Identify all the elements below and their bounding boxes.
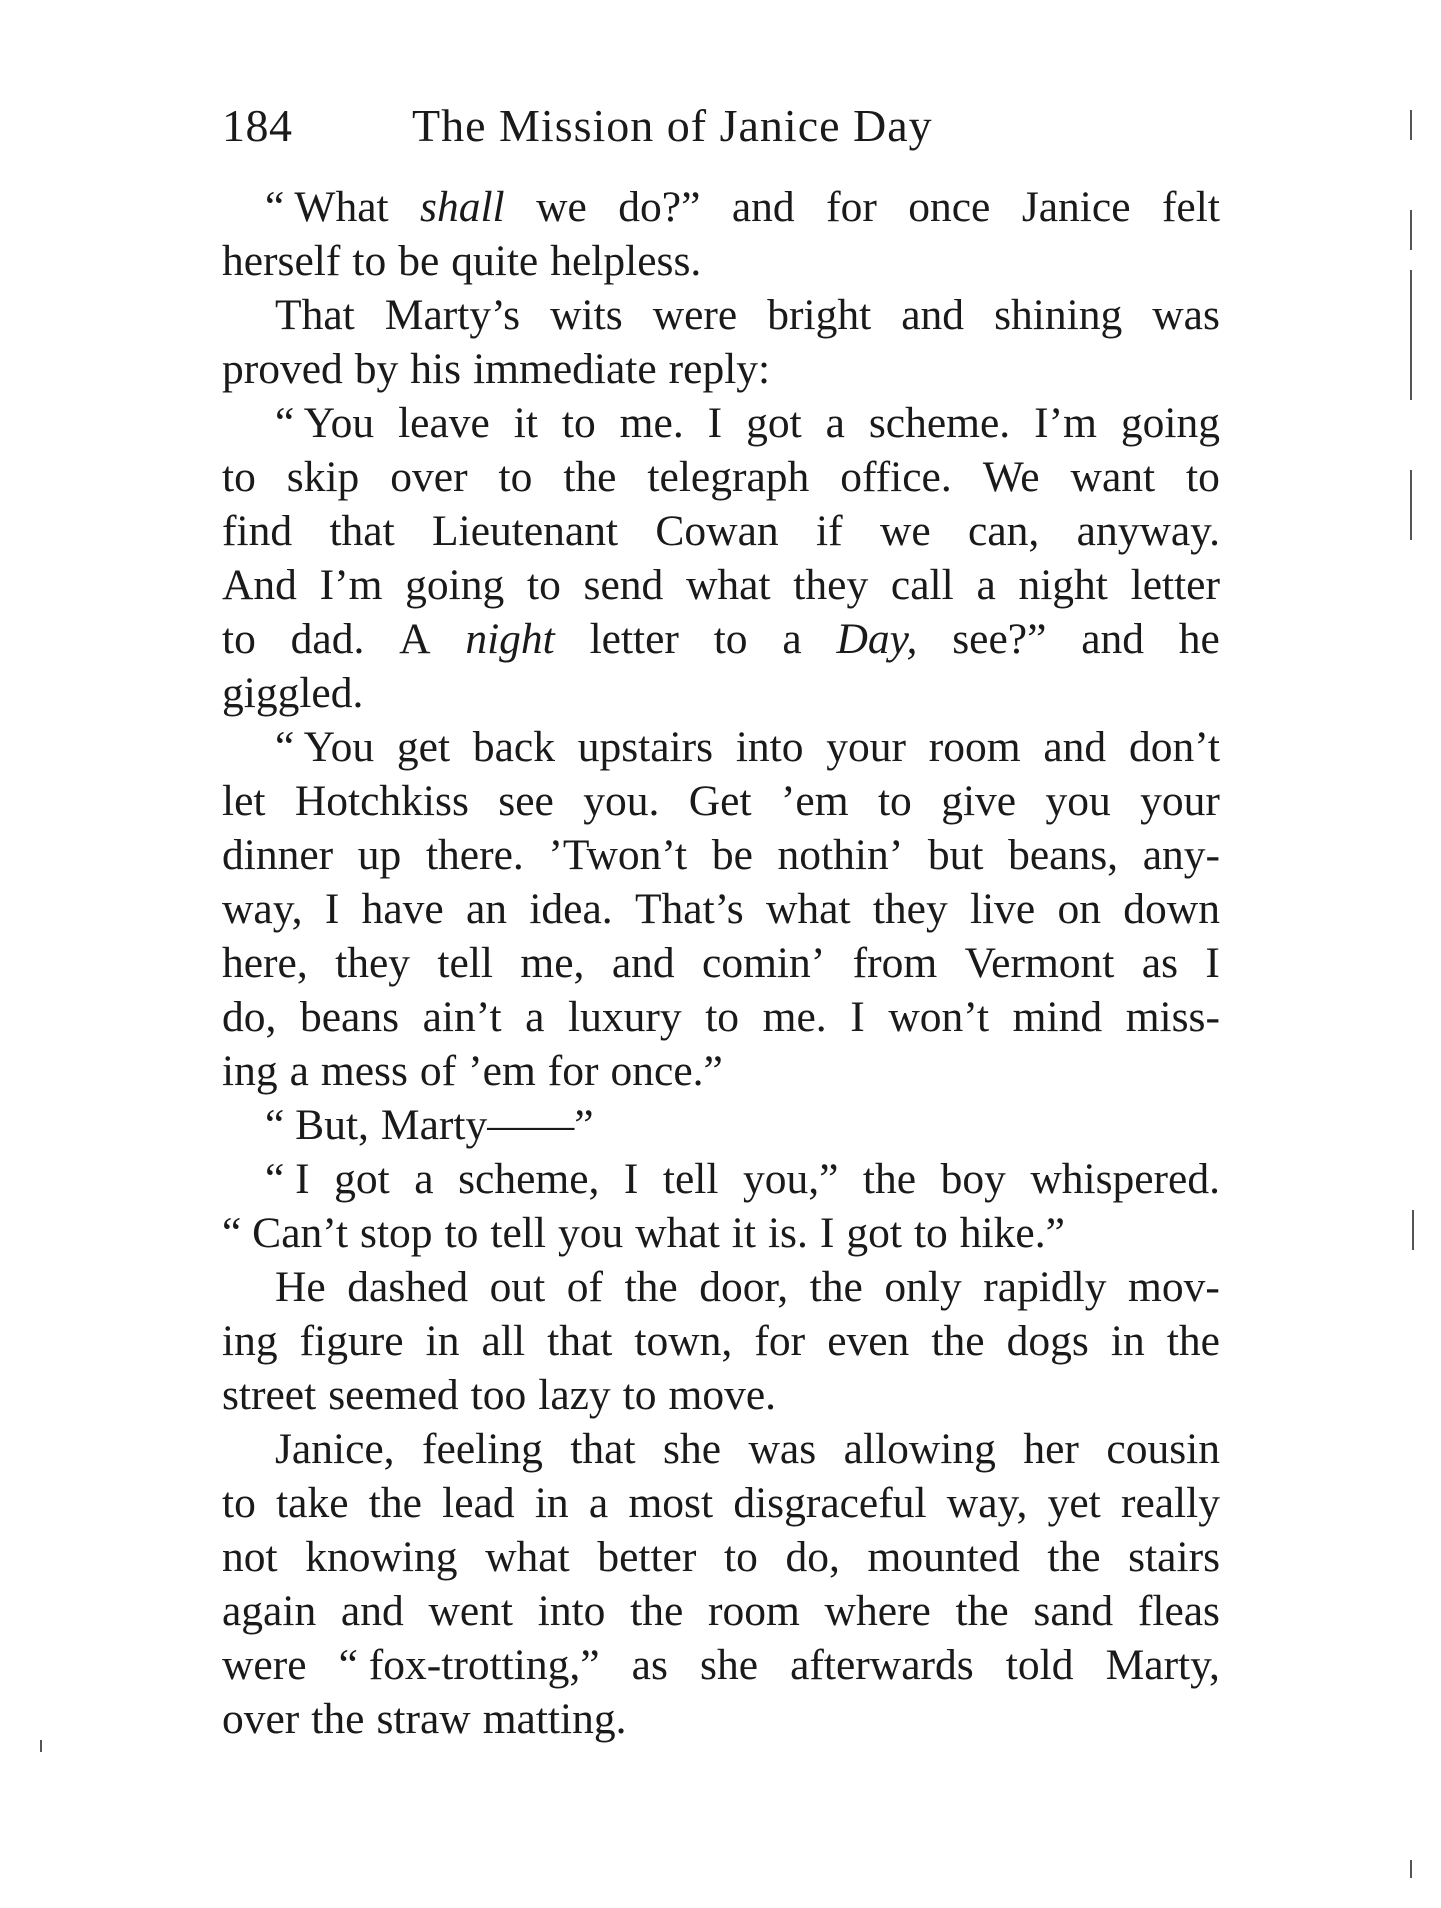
text-line <box>222 1044 1220 1098</box>
word: her <box>1023 1425 1079 1473</box>
word: I’m <box>1034 399 1097 447</box>
word: the <box>624 1263 678 1311</box>
word: do, <box>785 1533 840 1581</box>
word: dinner <box>222 831 334 879</box>
word: got <box>846 1209 902 1257</box>
word: sand <box>1033 1587 1114 1635</box>
word: that <box>329 507 395 555</box>
word: there. <box>425 831 524 879</box>
word: room <box>928 723 1021 771</box>
word: I <box>324 885 340 933</box>
word: night <box>1018 561 1108 609</box>
word: it <box>513 399 538 447</box>
word: mounted <box>867 1533 1020 1581</box>
word: as <box>631 1641 668 1689</box>
word: have <box>361 885 444 933</box>
word: Janice, <box>275 1425 395 1473</box>
word: Vermont <box>964 939 1115 987</box>
word: fleas <box>1137 1587 1220 1635</box>
word: me. <box>762 993 827 1041</box>
text-line <box>222 1692 1220 1746</box>
word: went <box>428 1587 514 1635</box>
word: into <box>537 1587 606 1635</box>
word: night <box>465 615 555 663</box>
word: proved <box>222 345 343 393</box>
text-line <box>222 1584 1220 1638</box>
word: tell <box>662 1155 719 1203</box>
word: quite <box>451 237 539 285</box>
word: allowing <box>843 1425 996 1473</box>
word: over <box>222 1695 300 1743</box>
word: ’em <box>780 777 849 825</box>
word: were <box>652 291 738 339</box>
word: we <box>536 183 587 231</box>
word: get <box>396 723 451 771</box>
word: what <box>485 1533 570 1581</box>
word: the <box>1047 1533 1101 1581</box>
text-line <box>222 558 1220 612</box>
word: comin’ <box>702 939 826 987</box>
word: ing <box>222 1047 278 1095</box>
word: again <box>222 1587 317 1635</box>
word: let <box>222 777 266 825</box>
word: even <box>827 1317 910 1365</box>
text-line <box>222 666 1220 720</box>
text-line <box>222 342 1220 396</box>
scan-mark <box>1410 470 1412 540</box>
word: feeling <box>422 1425 543 1473</box>
word: He <box>275 1263 326 1311</box>
text-line <box>222 990 1220 1044</box>
word: for <box>754 1317 806 1365</box>
word: Lieutenant <box>432 507 619 555</box>
word: give <box>941 777 1017 825</box>
word: afterwards <box>790 1641 974 1689</box>
word: were <box>222 1641 307 1689</box>
word: “ You <box>275 399 375 447</box>
word: move. <box>668 1371 777 1419</box>
word: cousin <box>1106 1425 1220 1473</box>
word: beans <box>299 993 400 1041</box>
word: he <box>1178 615 1220 663</box>
word: you <box>557 1209 624 1257</box>
word: the <box>563 453 617 501</box>
word: too <box>470 1371 527 1419</box>
page-header <box>222 96 1042 156</box>
scan-mark <box>1410 270 1412 400</box>
word: mess <box>320 1047 408 1095</box>
word: see <box>498 777 554 825</box>
word: you,” <box>742 1155 839 1203</box>
word: most <box>628 1479 714 1527</box>
word: to <box>526 561 561 609</box>
word: a <box>588 1479 609 1527</box>
word: I <box>707 399 723 447</box>
word: over <box>390 453 468 501</box>
word: street <box>222 1371 317 1419</box>
word: into <box>735 723 804 771</box>
scan-mark <box>1410 110 1412 140</box>
word: And <box>222 561 297 609</box>
word: a <box>289 1047 309 1095</box>
word: see?” <box>952 615 1047 663</box>
word: I <box>819 1209 835 1257</box>
word: Hotchkiss <box>294 777 469 825</box>
word: lead <box>442 1479 515 1527</box>
word: find <box>222 507 293 555</box>
word: got <box>334 1155 390 1203</box>
word: skip <box>286 453 360 501</box>
word: mind <box>1012 993 1103 1041</box>
word: Cowan <box>655 507 779 555</box>
text-line <box>222 720 1220 774</box>
text-line <box>222 1260 1220 1314</box>
word: immediate <box>473 345 657 393</box>
word: better <box>597 1533 697 1581</box>
text-line <box>222 936 1220 990</box>
text-line <box>222 504 1220 558</box>
word: the <box>955 1587 1009 1635</box>
word: “ What <box>265 183 389 231</box>
text-line <box>222 450 1220 504</box>
word: what <box>765 885 851 933</box>
word: boy <box>940 1155 1006 1203</box>
word: if <box>816 507 843 555</box>
word: “ But, <box>265 1101 369 1149</box>
word: town, <box>634 1317 733 1365</box>
word: a <box>414 1155 434 1203</box>
word: I’m <box>319 561 383 609</box>
word: the <box>931 1317 985 1365</box>
word: figure <box>299 1317 404 1365</box>
word: I <box>850 993 865 1041</box>
word: going <box>405 561 505 609</box>
word: any- <box>1142 831 1220 879</box>
word: stairs <box>1128 1533 1220 1581</box>
text-line <box>222 1368 1220 1422</box>
word: a <box>782 615 802 663</box>
word: to <box>1186 453 1220 501</box>
word: send <box>583 561 664 609</box>
word: tell <box>437 939 493 987</box>
word: me. <box>619 399 684 447</box>
word: really <box>1120 1479 1220 1527</box>
word: me, <box>520 939 585 987</box>
word: office. <box>840 453 952 501</box>
word: miss- <box>1125 993 1220 1041</box>
text-line <box>222 396 1220 450</box>
word: wits <box>550 291 623 339</box>
word: your <box>826 723 906 771</box>
word: to <box>444 1209 479 1257</box>
word: giggled. <box>222 669 364 717</box>
word: your <box>1140 777 1220 825</box>
text-line <box>222 1314 1220 1368</box>
word: disgraceful <box>733 1479 927 1527</box>
word: don’t <box>1128 723 1220 771</box>
word: for <box>826 183 877 231</box>
word: “ Can’t <box>222 1209 349 1257</box>
word: ’em <box>468 1047 536 1095</box>
word: “ You <box>275 723 375 771</box>
text-line <box>222 234 1220 288</box>
word: what <box>686 561 771 609</box>
word: and <box>1081 615 1144 663</box>
word: to <box>498 453 533 501</box>
word: got <box>746 399 802 447</box>
word: want <box>1070 453 1156 501</box>
word: they <box>793 561 869 609</box>
word: told <box>1005 1641 1074 1689</box>
word: that <box>570 1425 636 1473</box>
word: anyway. <box>1076 507 1220 555</box>
word: rapidly <box>983 1263 1107 1311</box>
word: she <box>663 1425 722 1473</box>
word: can, <box>968 507 1040 555</box>
text-line <box>222 882 1220 936</box>
word: be <box>711 831 753 879</box>
word: won’t <box>888 993 990 1041</box>
word: to <box>705 993 740 1041</box>
word: to <box>222 453 256 501</box>
text-line <box>222 180 1220 234</box>
text-line <box>222 1638 1220 1692</box>
word: beans, <box>1008 831 1119 879</box>
word: here, <box>222 939 308 987</box>
word: back <box>472 723 555 771</box>
text-line <box>222 1098 1220 1152</box>
word: call <box>890 561 954 609</box>
word: the <box>1166 1317 1220 1365</box>
word: they <box>335 939 411 987</box>
word: upstairs <box>577 723 714 771</box>
scan-mark <box>1412 1210 1414 1250</box>
word: in <box>1110 1317 1145 1365</box>
word: you. <box>583 777 660 825</box>
word: the <box>862 1155 917 1203</box>
word: his <box>410 345 462 393</box>
word: and <box>340 1587 404 1635</box>
word: to <box>622 1371 657 1419</box>
word: we <box>879 507 931 555</box>
word: tell <box>490 1209 546 1257</box>
word: but <box>927 831 984 879</box>
word: take <box>276 1479 349 1527</box>
word: “ fox-trotting,” <box>338 1641 600 1689</box>
word: letter <box>589 615 679 663</box>
word: seemed <box>328 1371 459 1419</box>
word: Marty——” <box>380 1101 594 1149</box>
word: lazy <box>538 1371 611 1419</box>
word: to <box>724 1533 758 1581</box>
word: stop <box>360 1209 433 1257</box>
word: I <box>1205 939 1220 987</box>
word: A <box>399 615 431 663</box>
word: felt <box>1161 183 1220 231</box>
word: as <box>1141 939 1179 987</box>
word: you <box>1045 777 1111 825</box>
word: Day, <box>836 615 918 663</box>
word: she <box>700 1641 759 1689</box>
text-line <box>222 612 1220 666</box>
word: the <box>368 1479 422 1527</box>
word: dashed <box>347 1263 469 1311</box>
word: dad. <box>290 615 365 663</box>
word: it <box>731 1209 756 1257</box>
word: to <box>913 1209 948 1257</box>
word: Marty, <box>1105 1641 1220 1689</box>
word: once <box>908 183 991 231</box>
scan-mark <box>1410 210 1412 250</box>
word: shall <box>420 183 505 231</box>
word: to <box>713 615 748 663</box>
word: a <box>976 561 996 609</box>
word: bright <box>767 291 872 339</box>
text-line <box>222 1530 1220 1584</box>
word: leave <box>398 399 490 447</box>
text-line <box>222 1422 1220 1476</box>
word: way, <box>222 885 303 933</box>
word: helpless. <box>550 237 702 285</box>
word: up <box>357 831 402 879</box>
word: whispered. <box>1030 1155 1220 1203</box>
word: and <box>1043 723 1107 771</box>
text-line <box>222 288 1220 342</box>
word: all <box>481 1317 526 1365</box>
word: to <box>222 615 256 663</box>
word: was <box>1152 291 1220 339</box>
word: they <box>872 885 948 933</box>
word: in <box>425 1317 460 1365</box>
word: hike.” <box>959 1209 1065 1257</box>
word: going <box>1120 399 1220 447</box>
word: a <box>525 993 545 1041</box>
word: dogs <box>1006 1317 1089 1365</box>
word: Get <box>688 777 752 825</box>
scan-mark <box>40 1740 42 1752</box>
word: door, <box>699 1263 789 1311</box>
word: what <box>635 1209 720 1257</box>
word: scheme. <box>868 399 1011 447</box>
word: the <box>311 1695 365 1743</box>
word: “ I <box>265 1155 310 1203</box>
word: Marty’s <box>384 291 521 339</box>
running-title: The Mission of Janice Day <box>412 100 933 151</box>
word: a <box>825 399 845 447</box>
text-line <box>222 1152 1220 1206</box>
word: yet <box>1047 1479 1101 1527</box>
text-line <box>222 1206 1220 1260</box>
word: is. <box>767 1209 808 1257</box>
word: for <box>547 1047 599 1095</box>
text-line <box>222 1476 1220 1530</box>
word: letter <box>1130 561 1220 609</box>
word: and <box>611 939 675 987</box>
word: an <box>466 885 508 933</box>
word: I <box>623 1155 639 1203</box>
word: scheme, <box>458 1155 600 1203</box>
word: ain’t <box>422 993 502 1041</box>
word: out <box>489 1263 546 1311</box>
word: down <box>1123 885 1220 933</box>
word: and <box>731 183 795 231</box>
word: shining <box>994 291 1123 339</box>
word: live <box>970 885 1036 933</box>
word: ing <box>222 1317 278 1365</box>
word: That’s <box>634 885 744 933</box>
word: to <box>352 237 387 285</box>
word: do?” <box>618 183 701 231</box>
word: and <box>901 291 965 339</box>
page-number: 184 <box>222 100 293 151</box>
word: to <box>222 1479 256 1527</box>
word: knowing <box>305 1533 458 1581</box>
word: on <box>1057 885 1102 933</box>
word: We <box>982 453 1040 501</box>
word: do, <box>222 993 277 1041</box>
word: room <box>708 1587 800 1635</box>
word: herself <box>222 237 341 285</box>
word: straw <box>376 1695 471 1743</box>
word: once.” <box>610 1047 723 1095</box>
word: matting. <box>482 1695 627 1743</box>
word: in <box>534 1479 569 1527</box>
word: of <box>419 1047 457 1095</box>
word: not <box>222 1533 278 1581</box>
word: reply: <box>668 345 771 393</box>
word: to <box>561 399 596 447</box>
word: mov- <box>1128 1263 1220 1311</box>
body-text <box>222 180 1220 1746</box>
word: the <box>630 1587 684 1635</box>
word: where <box>824 1587 931 1635</box>
word: That <box>275 291 355 339</box>
word: nothin’ <box>777 831 904 879</box>
word: was <box>748 1425 817 1473</box>
word: luxury <box>568 993 682 1041</box>
word: telegraph <box>647 453 810 501</box>
word: to <box>877 777 912 825</box>
word: from <box>852 939 938 987</box>
word: Janice <box>1021 183 1131 231</box>
word: by <box>354 345 399 393</box>
word: way, <box>946 1479 1028 1527</box>
scan-mark <box>1410 1860 1412 1878</box>
word: of <box>566 1263 604 1311</box>
word: only <box>884 1263 962 1311</box>
word: idea. <box>529 885 613 933</box>
word: be <box>398 237 440 285</box>
text-line <box>222 774 1220 828</box>
word: that <box>547 1317 613 1365</box>
word: the <box>809 1263 863 1311</box>
word: ’Twon’t <box>548 831 688 879</box>
text-line <box>222 828 1220 882</box>
